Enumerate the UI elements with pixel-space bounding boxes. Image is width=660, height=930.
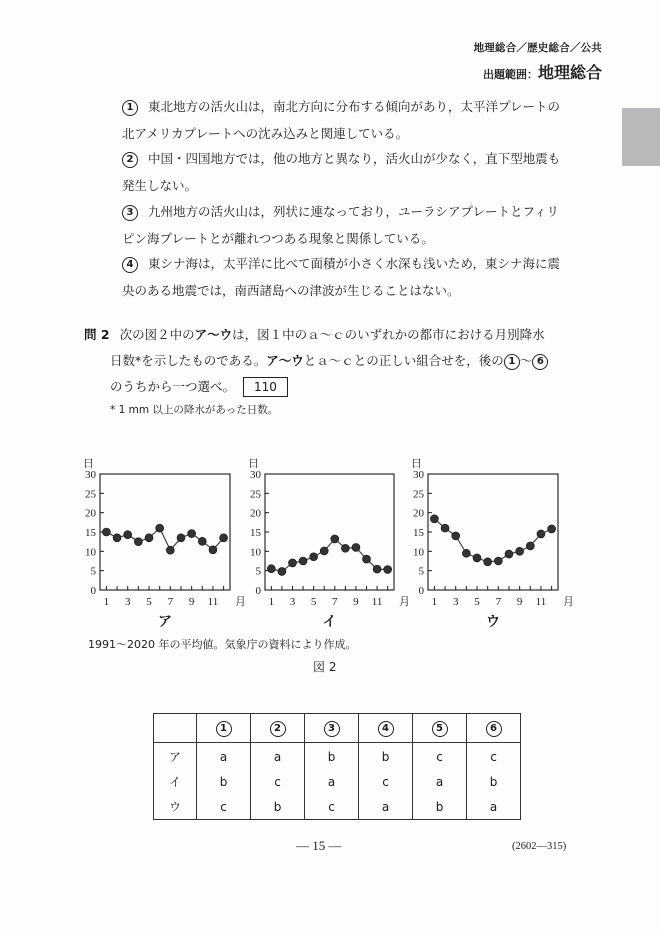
data-point	[516, 547, 524, 555]
x-tick-label: 11	[207, 596, 219, 608]
data-point	[484, 558, 492, 566]
data-point	[320, 547, 328, 555]
range-from-circle: 1	[504, 354, 520, 370]
table-header-row	[154, 714, 521, 743]
x-tick-label: 7	[167, 596, 174, 608]
table-cell: a	[251, 743, 305, 770]
row-label: イ	[154, 769, 197, 794]
range-separator: ～	[519, 353, 533, 368]
data-point	[352, 543, 360, 551]
x-tick-label: 7	[495, 596, 502, 608]
option-number: 1	[216, 721, 232, 737]
data-point	[526, 542, 534, 550]
choice-text-line1: 九州地方の活火山は，列状に連なっており，ユーラシアプレートとフィリ	[148, 204, 560, 219]
option-number: 2	[270, 721, 286, 737]
question-text-bold: ア～ウ	[266, 353, 304, 368]
data-point	[220, 534, 228, 542]
row-label: ア	[154, 743, 197, 770]
y-tick-label: 20	[250, 507, 261, 520]
table-cell: c	[197, 794, 251, 820]
table-cell: c	[359, 769, 413, 794]
table-cell: b	[251, 794, 305, 820]
y-tick-label: 0	[418, 585, 424, 597]
option-number: 4	[378, 721, 394, 737]
data-point	[288, 559, 296, 567]
y-tick-label: 10	[85, 546, 96, 559]
data-point	[505, 550, 513, 558]
choice-text-line1: 中国・四国地方では，他の地方と異なり，活火山が少なく，直下型地震も	[148, 151, 561, 166]
choice-text-line2: ピン海プレートとが離れつつある現象と関係している。	[122, 231, 434, 246]
option-number: 6	[486, 721, 502, 737]
table-header-option	[413, 714, 467, 743]
y-tick-label: 30	[85, 469, 96, 481]
chart-title: ウ	[486, 614, 500, 630]
x-tick-label: 11	[371, 596, 383, 608]
chart-title: イ	[322, 614, 337, 630]
data-point	[452, 532, 460, 540]
page-number: — 15 —	[296, 838, 342, 853]
question-text: 次の図２中の	[119, 327, 195, 342]
x-tick-label: 5	[310, 596, 317, 608]
choice-number: 2	[122, 152, 138, 168]
data-point	[462, 549, 470, 557]
data-point	[331, 535, 339, 543]
question-text: 日数*を示したものである。	[110, 353, 267, 368]
figure-source: 1991～2020 年の平均値。気象庁の資料により作成。	[88, 638, 357, 651]
x-tick-label: 7	[332, 596, 338, 608]
x-tick-label: 5	[474, 596, 480, 608]
table-cell: c	[467, 743, 521, 770]
exam-code: (2602—315)	[512, 841, 567, 852]
chart-2	[248, 457, 410, 630]
table-cell: b	[359, 743, 413, 770]
question-text: は，図１中のａ～ｃのいずれかの都市における月別降水	[232, 327, 545, 342]
data-point	[384, 566, 392, 574]
data-point	[145, 534, 153, 542]
table-cell: b	[467, 769, 521, 794]
data-point	[134, 538, 142, 546]
choice-text-line1: 東北地方の活火山は，南北方向に分布する傾向があり，太平洋プレートの	[148, 99, 561, 114]
y-tick-label: 0	[255, 585, 261, 597]
y-tick-label: 30	[250, 469, 261, 481]
y-unit-label: 日	[248, 457, 259, 470]
chart-3	[411, 457, 574, 630]
choice-text-line2: 発生しない。	[122, 178, 198, 193]
data-point	[299, 557, 307, 565]
y-tick-label: 20	[413, 507, 424, 520]
x-tick-label: 1	[431, 596, 438, 608]
series-line	[434, 519, 551, 562]
choice-text-line1: 東シナ海は，太平洋に比べて面積が小さく水深も浅いため，東シナ海に震	[148, 256, 561, 271]
chart-title: ア	[158, 614, 172, 630]
question-number: 問 2	[84, 327, 110, 342]
option-number: 5	[432, 721, 448, 737]
choice-text-line2: 北アメリカプレートへの沈み込みと関連している。	[122, 126, 409, 141]
y-tick-label: 15	[250, 527, 261, 539]
row-label: ウ	[154, 794, 197, 820]
data-point	[278, 567, 286, 575]
data-point	[156, 524, 164, 532]
table-cell: c	[305, 794, 359, 820]
table-header-option	[251, 714, 305, 743]
table-cell: b	[413, 794, 467, 820]
table-cell: c	[413, 743, 467, 770]
x-tick-label: 9	[516, 596, 523, 608]
y-tick-label: 10	[250, 546, 261, 559]
data-point	[310, 553, 318, 561]
table-cell: a	[197, 743, 251, 770]
data-point	[267, 565, 275, 573]
range-label: 出題範囲：	[482, 68, 538, 81]
choice-number: 4	[122, 257, 138, 273]
y-tick-label: 5	[418, 565, 424, 578]
question-text-bold: ア～ウ	[194, 327, 233, 342]
table-row	[154, 794, 521, 820]
x-tick-label: 1	[268, 596, 275, 608]
answer-number-box: 110	[243, 377, 288, 397]
range-to-circle: 6	[532, 354, 548, 370]
table-cell: a	[359, 794, 413, 820]
x-tick-label: 3	[289, 596, 296, 608]
y-tick-label: 25	[413, 488, 424, 501]
data-point	[113, 534, 121, 542]
y-unit-label: 日	[411, 457, 422, 470]
x-tick-label: 9	[353, 596, 359, 608]
x-unit-label: 月	[235, 595, 246, 608]
x-tick-label: 9	[188, 596, 195, 608]
x-unit-label: 月	[563, 595, 574, 608]
subject-header: 地理総合／歴史総合／公共	[473, 42, 602, 54]
table-header-option	[467, 714, 521, 743]
table-cell: a	[305, 769, 359, 794]
table-header-option	[359, 714, 413, 743]
y-tick-label: 20	[85, 507, 96, 520]
x-unit-label: 月	[399, 595, 410, 608]
option-number: 3	[324, 721, 340, 737]
y-tick-label: 5	[90, 565, 96, 578]
data-point	[102, 528, 110, 536]
question-text: のうちから一つ選べ。	[110, 379, 236, 394]
data-point	[537, 530, 545, 538]
table-row	[154, 743, 521, 770]
table-cell: a	[413, 769, 467, 794]
y-tick-label: 25	[85, 488, 96, 501]
plot-frame	[100, 474, 230, 590]
data-point	[494, 557, 502, 565]
data-point	[188, 530, 196, 538]
y-tick-label: 15	[85, 527, 96, 539]
data-point	[548, 525, 556, 533]
range-value: 地理総合	[537, 63, 602, 82]
y-tick-label: 5	[255, 565, 261, 578]
data-point	[373, 565, 381, 573]
table-header-option	[197, 714, 251, 743]
data-point	[473, 554, 481, 562]
table-header-option	[305, 714, 359, 743]
y-tick-label: 25	[250, 488, 261, 501]
choice-number: 1	[122, 100, 138, 116]
x-tick-label: 1	[103, 596, 110, 608]
y-tick-label: 15	[413, 527, 424, 539]
footnote: * 1 mm 以上の降水があった日数。	[110, 404, 279, 416]
x-tick-label: 3	[452, 596, 459, 608]
table-cell: c	[251, 769, 305, 794]
y-tick-label: 30	[413, 469, 424, 481]
table-row	[154, 769, 521, 794]
x-tick-label: 3	[124, 596, 131, 608]
data-point	[341, 544, 349, 552]
data-point	[441, 524, 449, 532]
data-point	[124, 531, 132, 539]
data-point	[430, 515, 438, 523]
chart-1	[83, 457, 246, 630]
y-tick-label: 0	[90, 585, 96, 597]
y-unit-label: 日	[83, 457, 94, 470]
choice-number: 3	[122, 205, 138, 221]
table-corner	[154, 714, 197, 743]
data-point	[177, 534, 185, 542]
table-cell: a	[467, 794, 521, 820]
data-point	[198, 537, 206, 545]
data-point	[363, 555, 371, 563]
table-cell: b	[305, 743, 359, 770]
series-line	[271, 539, 387, 571]
choice-text-line2: 央のある地震では，南西諸島への津波が生じることはない。	[122, 283, 460, 298]
figure-title: 図 2	[313, 660, 337, 674]
x-tick-label: 5	[146, 596, 152, 608]
x-tick-label: 11	[535, 596, 547, 608]
table-cell: b	[197, 769, 251, 794]
data-point	[166, 546, 174, 554]
combination-table	[153, 713, 521, 820]
question-text: とａ～ｃとの正しい組合せを，後の	[303, 353, 504, 368]
y-tick-label: 10	[413, 546, 424, 559]
data-point	[209, 546, 217, 554]
